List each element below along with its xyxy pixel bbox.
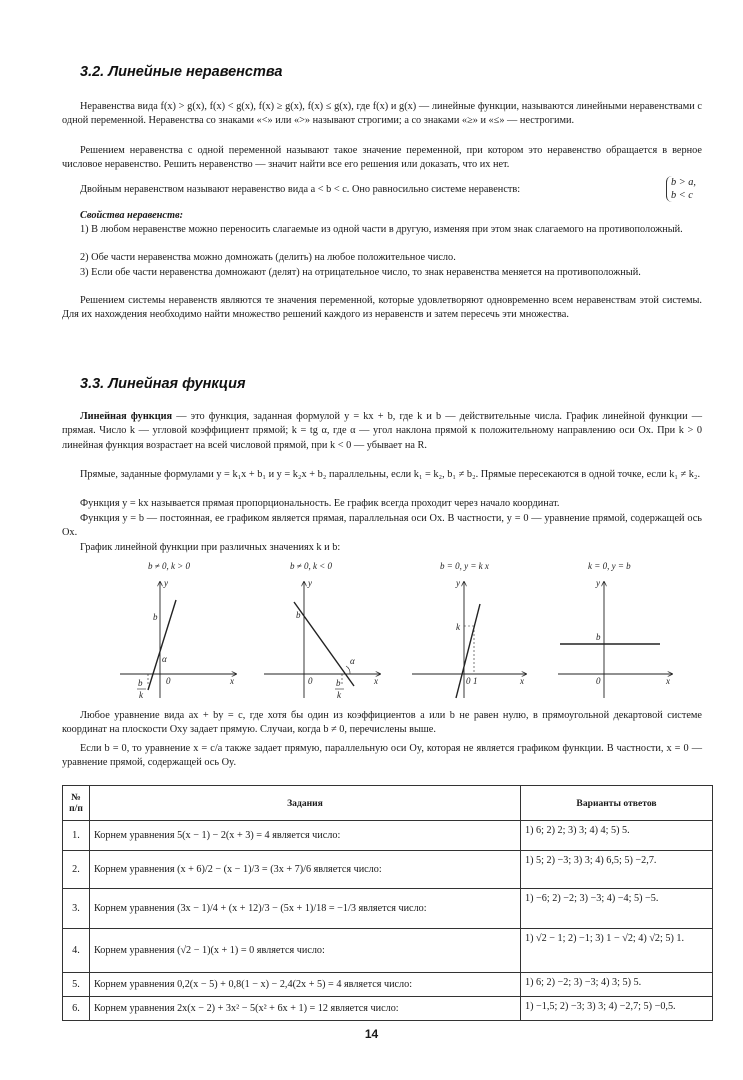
task-number: 6. bbox=[63, 997, 90, 1021]
column-header: Варианты ответов bbox=[521, 786, 713, 821]
svg-text:1: 1 bbox=[473, 676, 478, 686]
svg-text:0: 0 bbox=[466, 676, 471, 686]
paragraph: Любое уравнение вида ax + by = c, где хотя бы один из коэффициентов a или b не равен нулю, в прямоугольной декартовой системе координат на плоскости Oxy задает прямую. Случаи, когда b ≠ 0, перечислены выше. bbox=[62, 710, 702, 736]
paragraph: Функция y = kx называется прямая пропорциональность. Ее график всегда проходит через начало координат. bbox=[80, 498, 560, 509]
property-item: 1) В любом неравенстве можно переносить слагаемые из одной части в другую, изменяя при этом знак слагаемого на противоположный. bbox=[80, 224, 683, 235]
function-line bbox=[294, 602, 354, 686]
property-item: 2) Обе части неравенства можно домножать (делить) на любое положительное число. bbox=[80, 252, 456, 263]
graph-increasing bbox=[118, 560, 248, 702]
svg-text:0: 0 bbox=[308, 676, 313, 686]
paragraph: Решением неравенства с одной переменной называют такое значение переменной, при котором это неравенство обращается в верное числовое неравенство. Решить неравенство — значит найти все его решения или доказать, что их нет. bbox=[62, 145, 702, 171]
svg-text:b: b bbox=[138, 678, 143, 688]
task-answers: 1) 5; 2) −3; 3) 3; 4) 6,5; 5) −2,7. bbox=[521, 851, 713, 889]
svg-text:α: α bbox=[350, 656, 355, 666]
property-item: 3) Если обе части неравенства домножают (делят) на отрицательное число, то знак неравенства меняется на противоположный. bbox=[80, 267, 641, 278]
svg-text:x: x bbox=[666, 676, 670, 686]
table-row bbox=[63, 997, 713, 1021]
paragraph: Если b = 0, то уравнение x = c/a также задает прямую, параллельную оси Oy, которая не является графиком функции. В частности, x = 0 — уравнение прямой, содержащей ось Oy. bbox=[62, 743, 702, 769]
svg-text:x: x bbox=[230, 676, 234, 686]
graph-constant bbox=[556, 560, 686, 702]
task-answers: 1) 6; 2) −2; 3) −3; 4) 3; 5) 5. bbox=[521, 973, 713, 997]
paragraph: Функция y = b — постоянная, ее графиком является прямая, параллельная оси Ox. В частности, y = 0 — уравнение прямой, содержащей ось Ox. bbox=[62, 513, 702, 539]
task-number: 5. bbox=[63, 973, 90, 997]
svg-text:k: k bbox=[456, 622, 460, 632]
svg-text:x: x bbox=[374, 676, 378, 686]
svg-text:k: k bbox=[139, 690, 143, 700]
svg-text:k: k bbox=[337, 690, 341, 700]
table-header-row bbox=[63, 786, 713, 821]
svg-text:b: b bbox=[153, 612, 158, 622]
graph-caption: b = 0, y = k x bbox=[440, 561, 489, 571]
table-row bbox=[63, 929, 713, 973]
task-number: 2. bbox=[63, 851, 90, 889]
column-header: № п/п bbox=[63, 786, 90, 821]
svg-text:0: 0 bbox=[166, 676, 171, 686]
term-bold: Линейная функция bbox=[80, 411, 173, 422]
task-text: Корнем уравнения (3x − 1)/4 + (x + 12)/3 − (5x + 1)/18 = −1/3 является число: bbox=[90, 889, 521, 929]
task-number: 4. bbox=[63, 929, 90, 973]
table-row bbox=[63, 889, 713, 929]
page-number: 14 bbox=[364, 1027, 379, 1041]
svg-text:y: y bbox=[596, 578, 600, 588]
task-answers: 1) −1,5; 2) −3; 3) 3; 4) −2,7; 5) −0,5. bbox=[521, 997, 713, 1021]
table-row bbox=[63, 973, 713, 997]
svg-text:b: b bbox=[596, 632, 601, 642]
svg-text:y: y bbox=[164, 578, 168, 588]
graph-decreasing bbox=[262, 560, 392, 702]
paragraph: Решением системы неравенств являются те значения переменной, которые удовлетворяют одновременно всем неравенствам этой системы. Для их нахождения необходимо найти множество решений каждого из неравенств и затем пересечь эти множества. bbox=[62, 295, 702, 321]
paragraph: График линейной функции при различных значениях k и b: bbox=[80, 542, 341, 553]
properties-heading: Свойства неравенств: bbox=[80, 210, 183, 221]
svg-text:α: α bbox=[162, 654, 167, 664]
system-line: b > a, bbox=[671, 177, 696, 188]
table-row bbox=[63, 851, 713, 889]
svg-text:b: b bbox=[296, 610, 301, 620]
task-text: Корнем уравнения 0,2(x − 5) + 0,8(1 − x) − 2,4(2x + 5) = 4 является число: bbox=[90, 973, 521, 997]
paragraph: Неравенства вида f(x) > g(x), f(x) < g(x), f(x) ≥ g(x), f(x) ≤ g(x), где f(x) и g(x) — линейные функции, называются линейными неравенствами с одной переменной. Неравенства со знаками «<» или «>» называют строгими; а со знаками «≥» и «≤» — нестрогими. bbox=[62, 101, 702, 127]
section-heading: 3.3. Линейная функция bbox=[80, 376, 246, 392]
inequality-system bbox=[666, 176, 696, 202]
task-text: Корнем уравнения 2x(x − 2) + 3x² − 5(x² + 6x + 1) = 12 является число: bbox=[90, 997, 521, 1021]
svg-text:y: y bbox=[456, 578, 460, 588]
paragraph: Прямые, заданные формулами y = k₁x + b₁ и y = k₂x + b₂ параллельны, если k₁ = k₂, b₁ ≠ b₂. Прямые пересекаются в одной точке, если k₁ ≠ k₂. bbox=[80, 469, 701, 480]
table-row bbox=[63, 821, 713, 851]
section-heading: 3.2. Линейные неравенства bbox=[80, 64, 283, 80]
task-text: Корнем уравнения 5(x − 1) − 2(x + 3) = 4 является число: bbox=[90, 821, 521, 851]
task-number: 3. bbox=[63, 889, 90, 929]
task-answers: 1) √2 − 1; 2) −1; 3) 1 − √2; 4) √2; 5) 1. bbox=[521, 929, 713, 973]
paragraph-text: — это функция, заданная формулой y = kx + b, где k и b — действительные числа. График линейной функции — прямая. Число k — угловой коэффициент прямой; k = tg α, где α — угол наклона прямой к положительному направлению оси Ox. При k > 0 линейная функция возрастает на всей числовой прямой, при k < 0 — убывает на R. bbox=[62, 411, 702, 451]
graph-caption: b ≠ 0, k > 0 bbox=[148, 561, 191, 571]
task-text: Корнем уравнения (x + 6)/2 − (x − 1)/3 = (3x + 7)/6 является число: bbox=[90, 851, 521, 889]
column-header: Задания bbox=[90, 786, 521, 821]
system-line: b < c bbox=[671, 190, 693, 201]
graph-proportional bbox=[410, 560, 540, 702]
graph-caption: b ≠ 0, k < 0 bbox=[290, 561, 333, 571]
paragraph: Двойным неравенством называют неравенство вида a < b < c. Оно равносильно системе неравенств: bbox=[80, 184, 521, 195]
svg-text:b: b bbox=[336, 678, 341, 688]
task-number: 1. bbox=[63, 821, 90, 851]
svg-text:y: y bbox=[308, 578, 312, 588]
tasks-table bbox=[62, 785, 713, 1021]
paragraph bbox=[62, 410, 702, 453]
svg-text:0: 0 bbox=[596, 676, 601, 686]
task-answers: 1) 6; 2) 2; 3) 3; 4) 4; 5) 5. bbox=[521, 821, 713, 851]
task-text: Корнем уравнения (√2 − 1)(x + 1) = 0 является число: bbox=[90, 929, 521, 973]
svg-text:x: x bbox=[520, 676, 524, 686]
task-answers: 1) −6; 2) −2; 3) −3; 4) −4; 5) −5. bbox=[521, 889, 713, 929]
graph-caption: k = 0, y = b bbox=[588, 561, 631, 571]
